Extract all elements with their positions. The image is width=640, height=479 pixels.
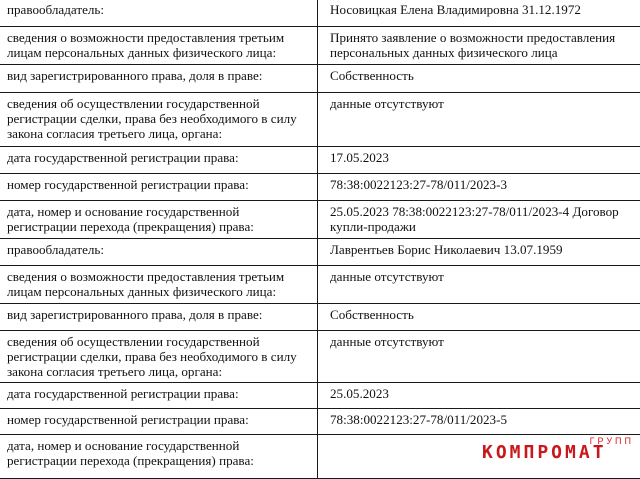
row-value: Собственность xyxy=(318,304,640,331)
row-value: 25.05.2023 xyxy=(318,383,640,409)
row-label: правообладатель: xyxy=(0,239,318,266)
row-label: номер государственной регистрации права: xyxy=(0,409,318,435)
table-row xyxy=(0,304,640,331)
row-label: вид зарегистрированного права, доля в праве: xyxy=(0,304,318,331)
row-value: 17.05.2023 xyxy=(318,147,640,174)
table-row xyxy=(0,93,640,147)
table-row xyxy=(0,266,640,304)
row-label: правообладатель: xyxy=(0,0,318,27)
row-label: дата, номер и основание государственной регистрации перехода (прекращения) права: xyxy=(0,201,318,239)
table-row xyxy=(0,435,640,479)
row-label: дата, номер и основание государственной регистрации перехода (прекращения) права: xyxy=(0,435,318,479)
table-row xyxy=(0,0,640,27)
row-label: вид зарегистрированного права, доля в праве: xyxy=(0,65,318,93)
table-row xyxy=(0,147,640,174)
row-value: Принято заявление о возможности предоставления персональных данных физического лица xyxy=(318,27,640,65)
row-value: Собственность xyxy=(318,65,640,93)
row-value: 78:38:0022123:27-78/011/2023-5 xyxy=(318,409,640,435)
table-row xyxy=(0,27,640,65)
watermark-group-text: ГРУПП xyxy=(590,436,634,446)
row-value: Носовицкая Елена Владимировна 31.12.1972 xyxy=(318,0,640,27)
table-row xyxy=(0,331,640,383)
table-row xyxy=(0,383,640,409)
row-value: данные отсутствуют xyxy=(318,331,640,383)
row-value: Лаврентьев Борис Николаевич 13.07.1959 xyxy=(318,239,640,266)
row-label: сведения об осуществлении государственной регистрации сделки, права без необходимого в силу закона согласия третьего лица, органа: xyxy=(0,93,318,147)
table-row xyxy=(0,239,640,266)
table-row xyxy=(0,409,640,435)
table-row xyxy=(0,201,640,239)
row-label: сведения о возможности предоставления третьим лицам персональных данных физического лица: xyxy=(0,27,318,65)
watermark-main-text: КОМПРОМАТ xyxy=(482,442,607,463)
row-label: дата государственной регистрации права: xyxy=(0,147,318,174)
row-value: 78:38:0022123:27-78/011/2023-3 xyxy=(318,174,640,201)
row-label: сведения о возможности предоставления третьим лицам персональных данных физического лица: xyxy=(0,266,318,304)
row-label: номер государственной регистрации права: xyxy=(0,174,318,201)
table-row xyxy=(0,174,640,201)
row-label: сведения об осуществлении государственной регистрации сделки, права без необходимого в силу закона согласия третьего лица, органа: xyxy=(0,331,318,383)
row-value: 25.05.2023 78:38:0022123:27-78/011/2023-4 Договор купли-продажи xyxy=(318,201,640,239)
row-value xyxy=(318,435,640,479)
row-label: дата государственной регистрации права: xyxy=(0,383,318,409)
row-value: данные отсутствуют xyxy=(318,93,640,147)
row-value: данные отсутствуют xyxy=(318,266,640,304)
table-row xyxy=(0,65,640,93)
